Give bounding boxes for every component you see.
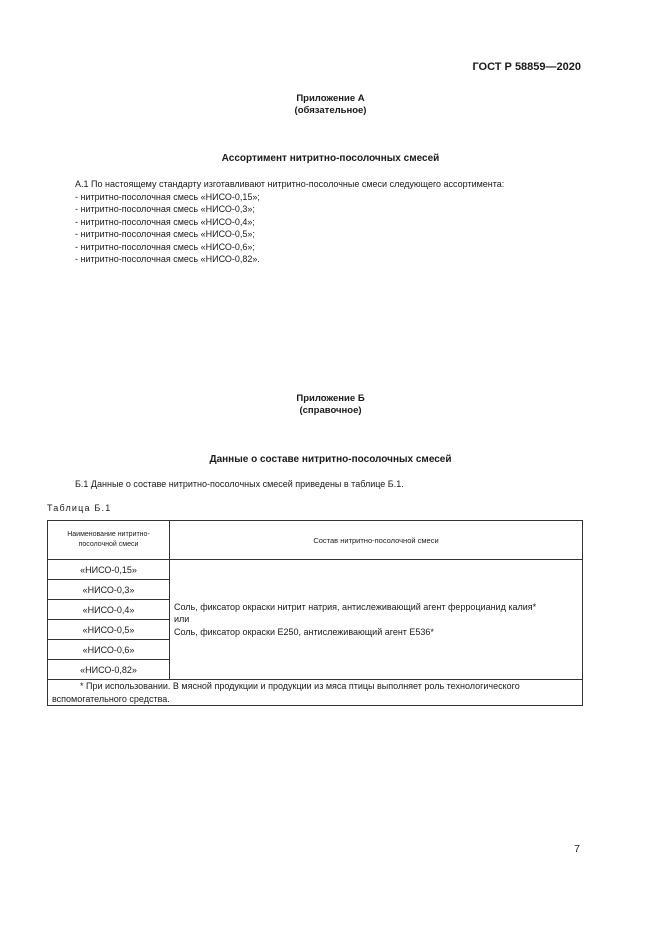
assortment-list <box>75 191 595 266</box>
table-caption: Таблица Б.1 <box>47 503 112 513</box>
appendix-b-status: (справочное) <box>299 405 362 416</box>
list-item: - нитритно-посолочная смесь «НИСО-0,6»; <box>75 241 595 254</box>
mix-name-cell: «НИСО-0,6» <box>48 640 170 660</box>
appendix-b-label: Приложение Б <box>296 393 365 404</box>
appendix-a-intro: А.1 По настоящему стандарту изготавливают нитритно-посолочные смеси следующего ассортимента: <box>75 179 505 189</box>
column-header-composition: Состав нитритно-посолочной смеси <box>170 521 583 560</box>
composition-line: Соль, фиксатор окраски Е250, антислеживающий агент Е536* <box>174 626 434 637</box>
appendix-a-heading: Ассортимент нитритно-посолочных смесей <box>221 153 440 164</box>
mix-name-cell: «НИСО-0,82» <box>48 660 170 680</box>
table-footnote: * При использовании. В мясной продукции и продукции из мяса птицы выполняет роль технологического вспомогательного средства. <box>48 680 583 706</box>
mix-name-cell: «НИСО-0,4» <box>48 600 170 620</box>
mix-name-cell: «НИСО-0,3» <box>48 580 170 600</box>
list-item: - нитритно-посолочная смесь «НИСО-0,3»; <box>75 203 595 216</box>
table-row <box>48 560 583 580</box>
appendix-b-intro: Б.1 Данные о составе нитритно-посолочных смесей приведены в таблице Б.1. <box>75 479 404 489</box>
page-number: 7 <box>574 843 580 855</box>
composition-table <box>47 520 583 706</box>
appendix-a-status: (обязательное) <box>294 105 367 116</box>
document-code: ГОСТ Р 58859—2020 <box>472 61 581 73</box>
list-item: - нитритно-посолочная смесь «НИСО-0,82». <box>75 253 595 266</box>
table-footnote-row <box>48 680 583 706</box>
list-item: - нитритно-посолочная смесь «НИСО-0,5»; <box>75 228 595 241</box>
appendix-b-heading: Данные о составе нитритно-посолочных смесей <box>209 454 452 465</box>
table-header-row <box>48 521 583 560</box>
mix-name-cell: «НИСО-0,15» <box>48 560 170 580</box>
appendix-a-title <box>0 93 661 117</box>
appendix-b-title <box>0 393 661 417</box>
composition-or: или <box>174 614 190 625</box>
column-header-name: Наименование нитритно-посолочной смеси <box>48 521 170 560</box>
composition-cell <box>170 560 583 680</box>
list-item: - нитритно-посолочная смесь «НИСО-0,15»; <box>75 191 595 204</box>
composition-line: Соль, фиксатор окраски нитрит натрия, антислеживающий агент ферроцианид калия* <box>174 601 537 612</box>
mix-name-cell: «НИСО-0,5» <box>48 620 170 640</box>
appendix-a-body <box>75 178 595 266</box>
appendix-a-label: Приложение А <box>296 93 365 104</box>
list-item: - нитритно-посолочная смесь «НИСО-0,4»; <box>75 216 595 229</box>
